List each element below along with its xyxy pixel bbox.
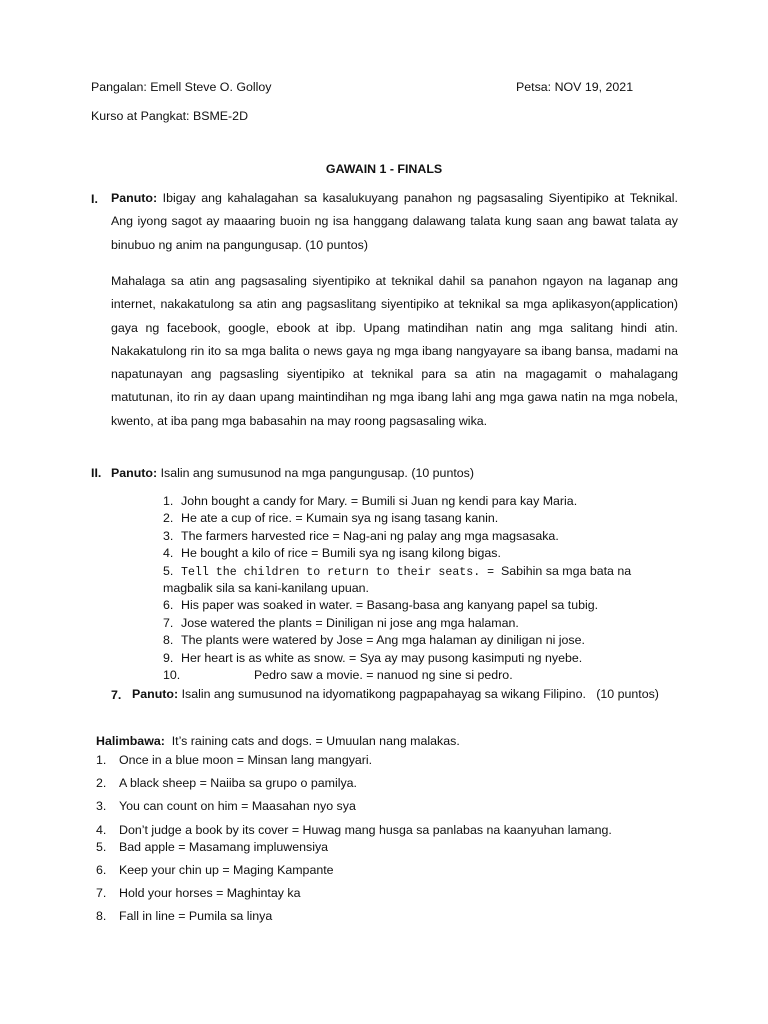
section1-roman: I. xyxy=(91,192,98,206)
section2-instruction-text: Isalin ang sumusunod na mga pangungusap. (10 puntos) xyxy=(157,466,474,480)
page-title: GAWAIN 1 - FINALS xyxy=(325,162,443,176)
list-item: 1. John bought a candy for Mary. = Bumili si Juan ng kendi para kay Maria. xyxy=(163,494,578,508)
list-item: 6. Keep your chin up = Maging Kampante xyxy=(96,863,334,877)
list-item: 5. Tell the children to return to their seats. = Sabihin sa mga bata na xyxy=(163,563,632,579)
list-item: 10. Pedro saw a movie. = nanuod ng sine si pedro. xyxy=(163,667,513,682)
list-item: 4. He bought a kilo of rice = Bumili sya ng isang kilong bigas. xyxy=(163,546,501,561)
list-item: 9. Her heart is as white as snow. = Sya ay may pusong kasimputi ng nyebe. xyxy=(163,650,583,665)
list-item: 1. Once in a blue moon = Minsan lang mangyari. xyxy=(96,753,373,767)
section1-instruction-text: Ibigay ang kahalagahan sa kasalukuyang panahon ng pagsasaling Siyentipiko at Teknikal. Ang iyong sagot ay maaaring buoin ng isa hanggang dalawang talata kung saan ang bawat talata ay binubuo ng anim na pangungusap. (10 puntos) xyxy=(111,191,678,252)
example-text: It’s raining cats and dogs. = Umuulan nang malakas. xyxy=(164,734,460,748)
section3-label: Panuto: xyxy=(132,687,179,701)
section2-instruction xyxy=(111,466,474,480)
list-item: 8. Fall in line = Pumila sa linya xyxy=(96,909,273,923)
list-item: 4. Don’t judge a book by its cover = Huwag mang husga sa panlabas na kaanyuhan lamang. xyxy=(96,823,612,837)
date-line: Petsa: NOV 19, 2021 xyxy=(516,80,634,94)
list-item: 2. He ate a cup of rice. = Kumain sya ng isang tasang kanin. xyxy=(163,511,499,526)
section2-label: Panuto: xyxy=(111,466,158,480)
section1-instruction xyxy=(111,187,678,257)
section1-answer: Mahalaga sa atin ang pagsasaling siyentipiko at teknikal dahil sa panahon ngayon na laganap ang internet, nakakatulong sa atin ang pagsaslitang siyentipiko at teknikal sa mga aplikasyon(application) gaya ng facebook, google, ebook at ibp. Upang matindihan natin ang mga salitang hindi atin. Nakakatulong rin ito sa mga balita o news gaya ng mga ibang nangyayare sa ibang bansa, madami na napatunayan ang pagsasling siyentipiko at teknikal para sa atin na magagamit o mahalagang matutunan, ito rin ay daan upang maintindihan ng mga ibang lahi ang mga gawa natin na mga nobela, kwento, at iba pang mga babasahin na may roong pagsasaling wika. xyxy=(111,274,678,428)
list-item: 3. You can count on him = Maasahan nyo sya xyxy=(96,799,356,813)
example-label: Halimbawa: xyxy=(96,734,165,748)
list-item: 7. Hold your horses = Maghintay ka xyxy=(96,886,301,900)
section3-num: 7. xyxy=(111,688,122,702)
list-item: 3. The farmers harvested rice = Nag-ani ng palay ang mga magsasaka. xyxy=(163,528,559,543)
name-line: Pangalan: Emell Steve O. Golloy xyxy=(91,80,272,94)
translation-list xyxy=(163,493,683,684)
list-item: 2. A black sheep = Naiiba sa grupo o pamilya. xyxy=(96,776,357,790)
list-item: 7. Jose watered the plants = Diniligan ni jose ang mga halaman. xyxy=(163,615,519,630)
list-item: 8. The plants were watered by Jose = Ang mga halaman ay diniligan ni jose. xyxy=(163,633,585,648)
section2-roman: II. xyxy=(91,466,102,480)
section1-label: Panuto: xyxy=(111,191,158,205)
example-line xyxy=(96,734,460,748)
section3-instruction-text: Isalin ang sumusunod na idyomatikong pagpapahayag sa wikang Filipino. (10 puntos) xyxy=(178,687,659,701)
list-item: 5. Bad apple = Masamang impluwensiya xyxy=(96,840,329,854)
section3-instruction xyxy=(132,683,678,706)
course-line: Kurso at Pangkat: BSME-2D xyxy=(91,109,249,123)
list-item: 6. His paper was soaked in water. = Basang-basa ang kanyang papel sa tubig. xyxy=(163,598,599,613)
list-item-continuation: magbalik sila sa kani-kanilang upuan. xyxy=(163,580,369,595)
